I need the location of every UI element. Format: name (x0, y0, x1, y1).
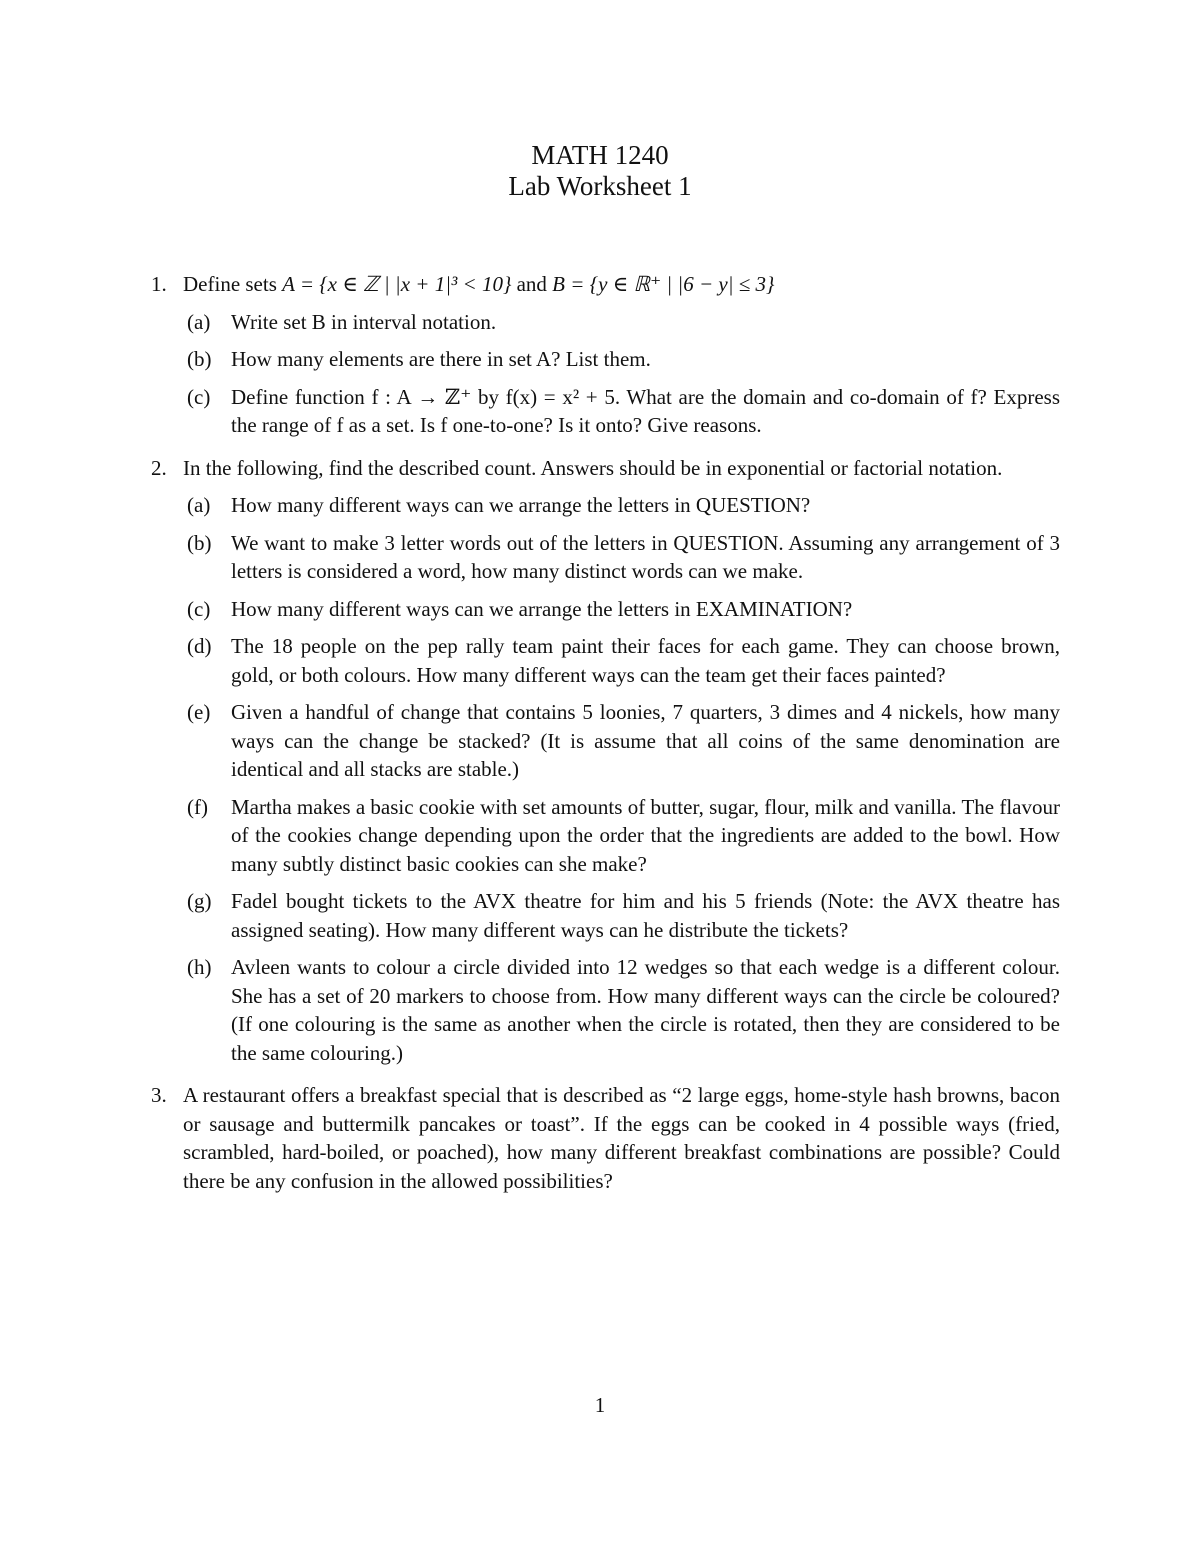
subquestion-label: (e) (187, 700, 211, 724)
subquestion-label: (g) (187, 889, 212, 913)
subquestion-text: Martha makes a basic cookie with set amounts of butter, sugar, flour, milk and vanilla. The flavour of the cookies change depending upon the order that the ingredients are added to the bowl. How many subtly distinct basic cookies can she make? (231, 794, 1060, 876)
course-code: MATH 1240 (531, 140, 669, 170)
problem-list (145, 270, 1060, 1209)
subquestion-text: Given a handful of change that contains 5 loonies, 7 quarters, 3 dimes and 4 nickels, how many ways can the change be stacked? (It is assume that all coins of the same denomination are identical and all stacks are stable.) (231, 700, 1060, 781)
subquestion-text: How many different ways can we arrange the letters in EXAMINATION? (231, 596, 853, 621)
problem-statement (183, 270, 1060, 299)
subquestion-list (183, 308, 1060, 440)
subquestion-label: (b) (187, 530, 212, 555)
statement-text: and (511, 272, 553, 296)
subquestion-text: We want to make 3 letter words out of the letters in QUESTION. Assuming any arrangement of 3 letters is considered a word, how many distinct words can we make. (231, 530, 1060, 583)
subquestion-1c (183, 383, 1060, 440)
worksheet-title: Lab Worksheet 1 (508, 171, 692, 201)
subquestion-text: Fadel bought tickets to the AVX theatre for him and his 5 friends (Note: the AVX theatre has assigned seating). How many different ways can he distribute the tickets? (231, 889, 1060, 942)
subquestion-2e (183, 698, 1060, 784)
subquestion-2h (183, 953, 1060, 1067)
set-a-definition: A = {x ∈ ℤ | |x + 1|³ < 10} (282, 272, 512, 296)
subquestion-label: (b) (187, 347, 212, 371)
subquestion-text: The 18 people on the pep rally team paint their faces for each game. They can choose brown, gold, or both colours. How many different ways can the team get their faces painted? (231, 634, 1060, 687)
problem-number: 1. (151, 272, 167, 296)
subquestion-label: (c) (187, 384, 211, 409)
subquestion-1b (183, 345, 1060, 374)
subquestion-2d (183, 632, 1060, 689)
subquestion-text: Avleen wants to colour a circle divided into 12 wedges so that each wedge is a different colour. She has a set of 20 markers to choose from. How many different ways can the circle be coloured? (If one colouring is the same as another when the circle is rotated, then they are considered to be the same colouring.) (231, 955, 1060, 1065)
document-header (0, 140, 1200, 202)
problem-number: 3. (151, 1083, 167, 1107)
problem-statement: In the following, find the described count. Answers should be in exponential or factorial notation. (183, 455, 1003, 480)
problem-number: 2. (151, 455, 167, 480)
subquestion-label: (f) (187, 794, 208, 819)
subquestion-label: (d) (187, 634, 212, 658)
subquestion-label: (h) (187, 955, 212, 979)
subquestion-text: How many different ways can we arrange the letters in QUESTION? (231, 493, 811, 517)
page-number: 1 (594, 1393, 606, 1417)
subquestion-text: Write set B in interval notation. (231, 309, 497, 334)
subquestion-text: Define function f : A → ℤ⁺ by f(x) = x² + 5. What are the domain and co-domain of f? Express the range of f as a set. Is f one-to-one? Is it onto? Give reasons. (231, 384, 1060, 437)
statement-text: Define sets (183, 272, 283, 296)
subquestion-1a (183, 308, 1060, 337)
problem-statement: A restaurant offers a breakfast special that is described as “2 large eggs, home-style hash browns, bacon or sausage and buttermilk pancakes or toast”. If the eggs can be cooked in 4 possible ways (fried, scrambled, hard-boiled, or poached), how many different breakfast combinations are possible? Could there be any confusion in the allowed possibilities? (183, 1083, 1060, 1193)
problem-1 (145, 270, 1060, 440)
problem-3 (145, 1081, 1060, 1195)
subquestion-2b (183, 529, 1060, 586)
subquestion-label: (a) (187, 493, 211, 517)
subquestion-list (183, 491, 1060, 1067)
subquestion-2c (183, 595, 1060, 624)
subquestion-label: (c) (187, 596, 211, 621)
subquestion-label: (a) (187, 309, 211, 334)
subquestion-2f (183, 793, 1060, 879)
set-b-definition: B = {y ∈ ℝ⁺ | |6 − y| ≤ 3} (552, 272, 775, 296)
subquestion-text: How many elements are there in set A? List them. (231, 347, 651, 371)
problem-2 (145, 454, 1060, 1068)
subquestion-2a (183, 491, 1060, 520)
subquestion-2g (183, 887, 1060, 944)
